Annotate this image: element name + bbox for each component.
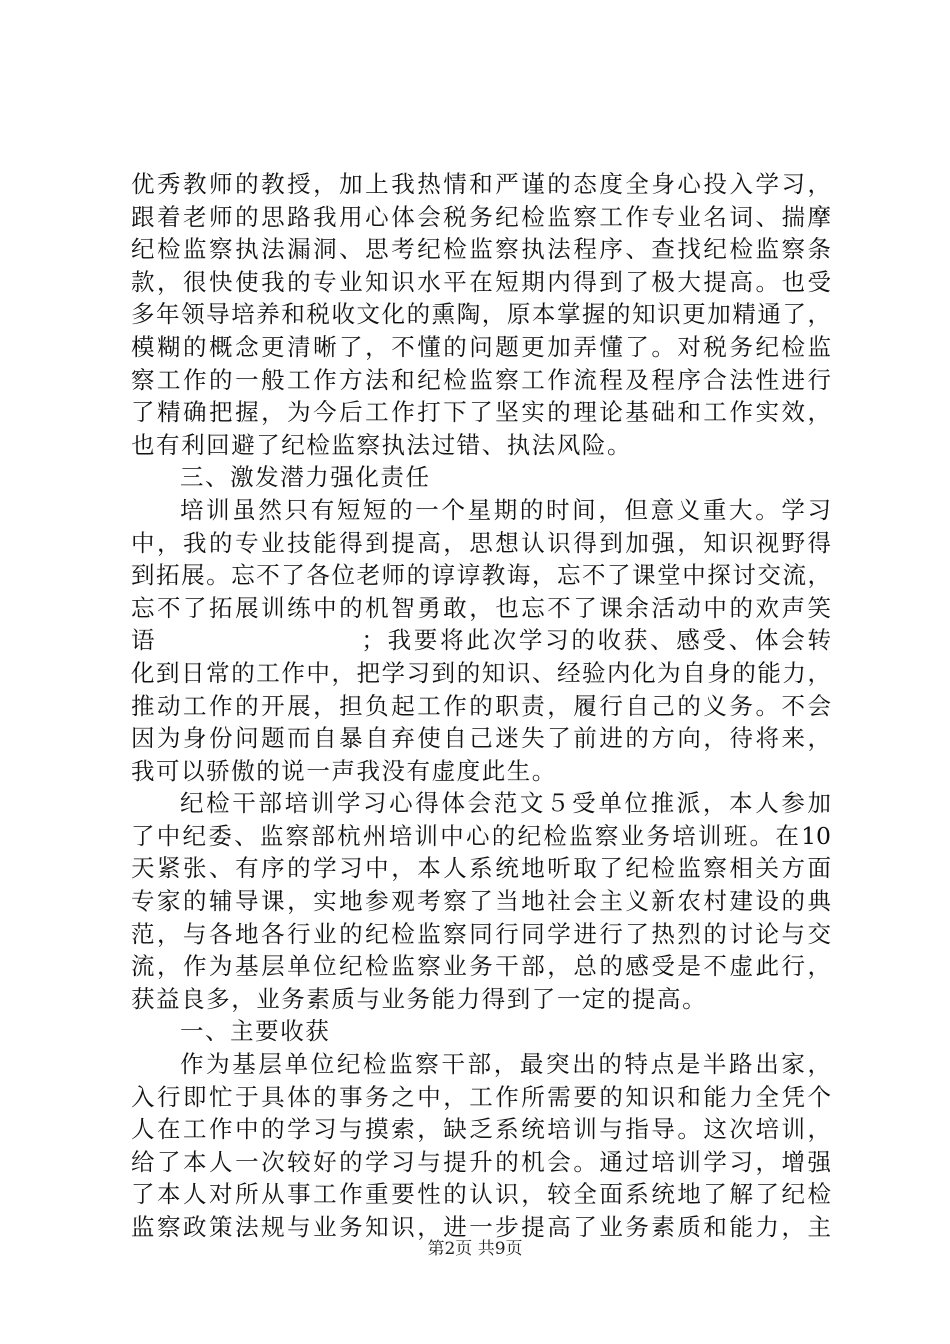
text-line: 多年领导培养和税收文化的熏陶，原本掌握的知识更加精通了， (131, 300, 831, 329)
page-number-footer: 第2页 共9页 (427, 1239, 523, 1259)
text-line: 到拓展。忘不了各位老师的谆谆教诲，忘不了课堂中探讨交流， (131, 561, 831, 590)
text-line: 范，与各地各行业的纪检监察同行同学进行了热烈的讨论与交 (131, 919, 831, 948)
text-line: 忘不了拓展训练中的机智勇敢，也忘不了课余活动中的欢声笑 (131, 593, 831, 622)
text-line: 入行即忙于具体的事务之中，工作所需要的知识和能力全凭个 (131, 1082, 831, 1111)
text-line: 监察政策法规与业务知识，进一步提高了业务素质和能力，主 (131, 1213, 831, 1241)
text-line: 察工作的一般工作方法和纪检监察工作流程及程序合法性进行 (131, 365, 831, 394)
section-heading: 一、主要收获 (180, 1017, 331, 1046)
text-line: 跟着老师的思路我用心体会税务纪检监察工作专业名词、揣摩 (131, 202, 831, 231)
text-line: 培训虽然只有短短的一个星期的时间，但意义重大。学习 (180, 495, 831, 524)
text-line: 纪检干部培训学习心得体会范文５受单位推派，本人参加 (180, 789, 831, 818)
text-line: 中，我的专业技能得到提高，思想认识得到加强，知识视野得 (131, 528, 831, 557)
text-line: 化到日常的工作中，把学习到的知识、经验内化为自身的能力， (131, 658, 831, 687)
text-line: 因为身份问题而自暴自弃使自己迷失了前进的方向，待将来， (131, 724, 831, 753)
text-line: 了本人对所从事工作重要性的认识，较全面系统地了解了纪检 (131, 1180, 831, 1209)
text-line: 语 ；我要将此次学习的收获、感受、体会转 (131, 626, 831, 655)
text-line: 模糊的概念更清晰了，不懂的问题更加弄懂了。对税务纪检监 (131, 332, 831, 361)
text-line: 也有利回避了纪检监察执法过错、执法风险。 (131, 430, 632, 459)
text-line: 了中纪委、监察部杭州培训中心的纪检监察业务培训班。在10 (131, 821, 831, 850)
text-line: 优秀教师的教授，加上我热情和严谨的态度全身心投入学习， (131, 170, 831, 198)
text-line: 流，作为基层单位纪检监察业务干部，总的感受是不虚此行， (131, 952, 831, 981)
text-line: 款，很快使我的专业知识水平在短期内得到了极大提高。也受 (131, 267, 831, 296)
text-line: 纪检监察执法漏洞、思考纪检监察执法程序、查找纪检监察条 (131, 235, 831, 264)
text-line: 推动工作的开展，担负起工作的职责，履行自己的义务。不会 (131, 691, 831, 720)
document-body (131, 168, 831, 1244)
text-line: 天紧张、有序的学习中，本人系统地听取了纪检监察相关方面 (131, 854, 831, 883)
text-line: 了精确把握，为今后工作打下了坚实的理论基础和工作实效， (131, 398, 831, 427)
text-line: 作为基层单位纪检监察干部，最突出的特点是半路出家， (180, 1050, 831, 1079)
text-line: 人在工作中的学习与摸索，缺乏系统培训与指导。这次培训， (131, 1115, 831, 1144)
text-line: 我可以骄傲的说一声我没有虚度此生。 (131, 756, 557, 785)
text-line: 专家的辅导课，实地参观考察了当地社会主义新农村建设的典 (131, 887, 831, 916)
section-heading: 三、激发潜力强化责任 (180, 463, 431, 492)
text-line: 获益良多，业务素质与业务能力得到了一定的提高。 (131, 984, 708, 1013)
text-line: 给了本人一次较好的学习与提升的机会。通过培训学习，增强 (131, 1147, 831, 1176)
